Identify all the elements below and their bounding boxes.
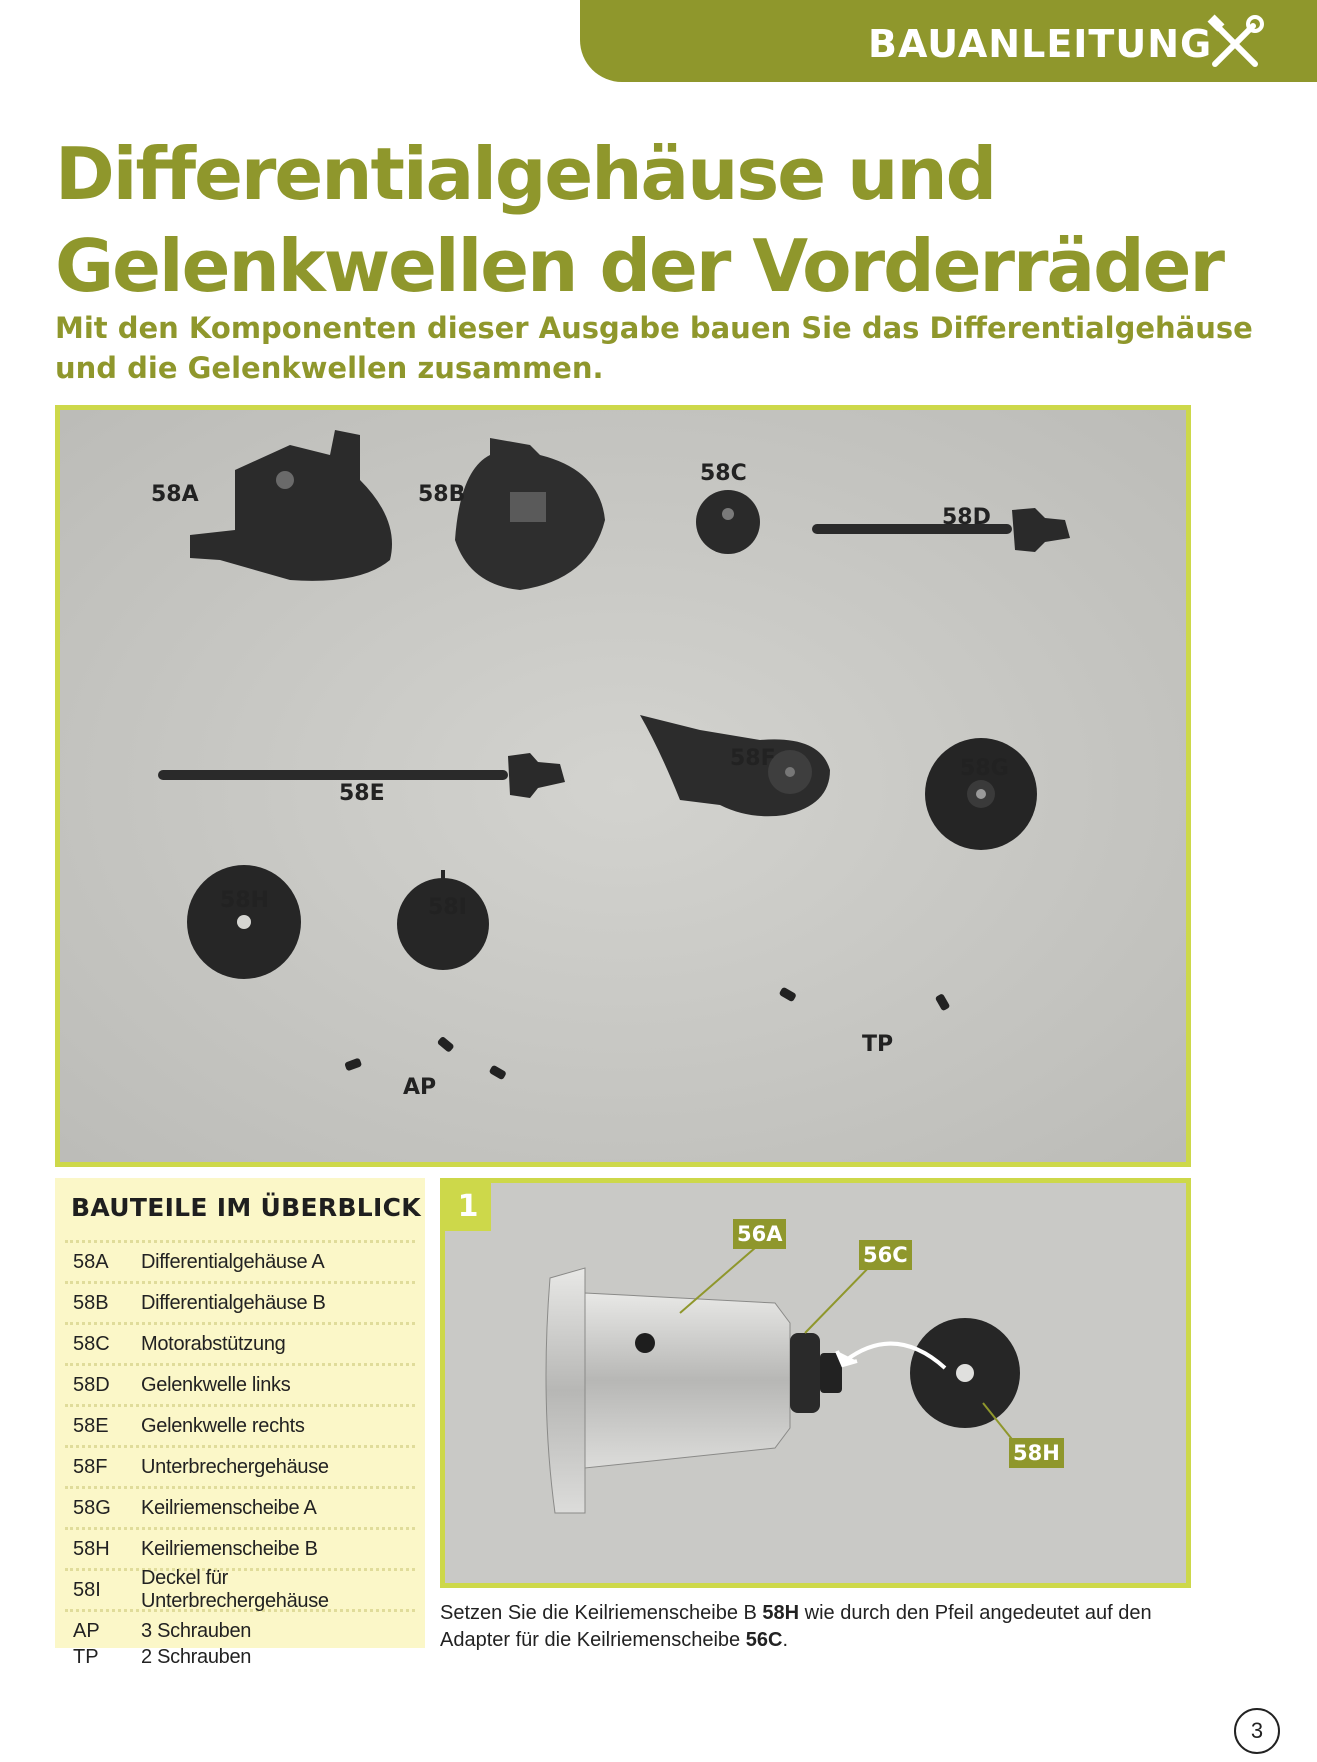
part-name: Keilriemenscheibe B <box>141 1537 318 1560</box>
label-58b: 58B <box>418 482 466 507</box>
step-number: 1 <box>445 1183 491 1231</box>
title-line-1: Differentialgehäuse und <box>55 132 996 216</box>
part-code: 58A <box>73 1250 109 1273</box>
part-name: Differentialgehäuse A <box>141 1250 325 1273</box>
part-name: 2 Schrauben <box>141 1646 252 1668</box>
step-illustration <box>445 1183 1186 1583</box>
part-name: Differentialgehäuse B <box>141 1291 326 1314</box>
caption-text-3: . <box>782 1629 788 1651</box>
callout-56a: 56A <box>733 1219 786 1249</box>
part-code: TP <box>73 1646 99 1668</box>
step-1-photo <box>440 1178 1191 1588</box>
list-item <box>65 1363 415 1404</box>
label-58c: 58C <box>700 461 747 486</box>
part-58h-shape <box>187 865 301 979</box>
part-code: 58I <box>73 1578 101 1601</box>
part-name: Gelenkwelle rechts <box>141 1414 305 1437</box>
title-line-2: Gelenkwellen der Vorderräder <box>55 224 1223 308</box>
part-code: 58E <box>73 1414 109 1437</box>
caption-bold-1: 58H <box>762 1602 800 1624</box>
list-item-screws <box>65 1609 415 1671</box>
part-name: Deckel für Unterbrechergehäuse <box>141 1567 329 1612</box>
callout-56c: 56C <box>859 1240 912 1270</box>
label-ap: AP <box>403 1075 437 1100</box>
caption-text-1: Setzen Sie die Keilriemenscheibe B <box>440 1602 763 1624</box>
label-58h: 58H <box>220 888 270 913</box>
part-58g-shape <box>925 738 1037 850</box>
part-name: Unterbrechergehäuse <box>141 1455 329 1478</box>
section-label: BAUANLEITUNG <box>868 22 1213 66</box>
part-code: 58C <box>73 1332 110 1355</box>
screw-names <box>141 1618 415 1670</box>
page-title <box>55 128 1255 312</box>
list-item <box>65 1281 415 1322</box>
part-name: 3 Schrauben <box>141 1620 252 1642</box>
parts-list <box>65 1240 415 1671</box>
page-number: 3 <box>1234 1708 1280 1754</box>
part-code: 58B <box>73 1291 109 1314</box>
list-item <box>65 1404 415 1445</box>
label-58i: 58I <box>428 895 467 920</box>
parts-photo <box>55 405 1191 1167</box>
list-item <box>65 1445 415 1486</box>
tools-icon <box>1205 14 1265 74</box>
label-tp: TP <box>862 1032 894 1057</box>
subtitle: Mit den Komponenten dieser Ausgabe bauen Sie das Differentialgehäuse und die Gelenkwellen zusammen. <box>55 311 1253 385</box>
step-caption <box>440 1600 1191 1654</box>
list-item <box>65 1486 415 1527</box>
parts-illustration <box>60 410 1186 1162</box>
label-58g: 58G <box>960 756 1009 781</box>
list-item <box>65 1322 415 1363</box>
part-name: Motorabstützung <box>141 1332 286 1355</box>
part-code: 58H <box>73 1537 110 1560</box>
callout-58h: 58H <box>1009 1438 1064 1468</box>
part-code: 58G <box>73 1496 111 1519</box>
label-58e: 58E <box>339 781 385 806</box>
list-item <box>65 1527 415 1568</box>
parts-heading: BAUTEILE IM ÜBERBLICK <box>71 1193 421 1222</box>
part-code: AP <box>73 1620 100 1642</box>
part-code: 58F <box>73 1455 108 1478</box>
part-name: Keilriemenscheibe A <box>141 1496 317 1519</box>
screw-codes <box>65 1618 141 1670</box>
part-code: 58D <box>73 1373 110 1396</box>
parts-overview-panel <box>55 1178 425 1668</box>
label-58a: 58A <box>151 482 199 507</box>
list-item <box>65 1567 415 1612</box>
label-58d: 58D <box>942 505 991 530</box>
caption-text-2: wie durch den Pfeil angedeutet auf den Adapter für die Keilriemenscheibe <box>440 1602 1152 1651</box>
label-58f: 58F <box>730 746 776 771</box>
caption-bold-2: 56C <box>745 1629 783 1651</box>
list-item <box>65 1240 415 1281</box>
part-name: Gelenkwelle links <box>141 1373 291 1396</box>
pulley-58h-shape <box>910 1318 1020 1428</box>
part-58c-shape <box>696 490 760 554</box>
